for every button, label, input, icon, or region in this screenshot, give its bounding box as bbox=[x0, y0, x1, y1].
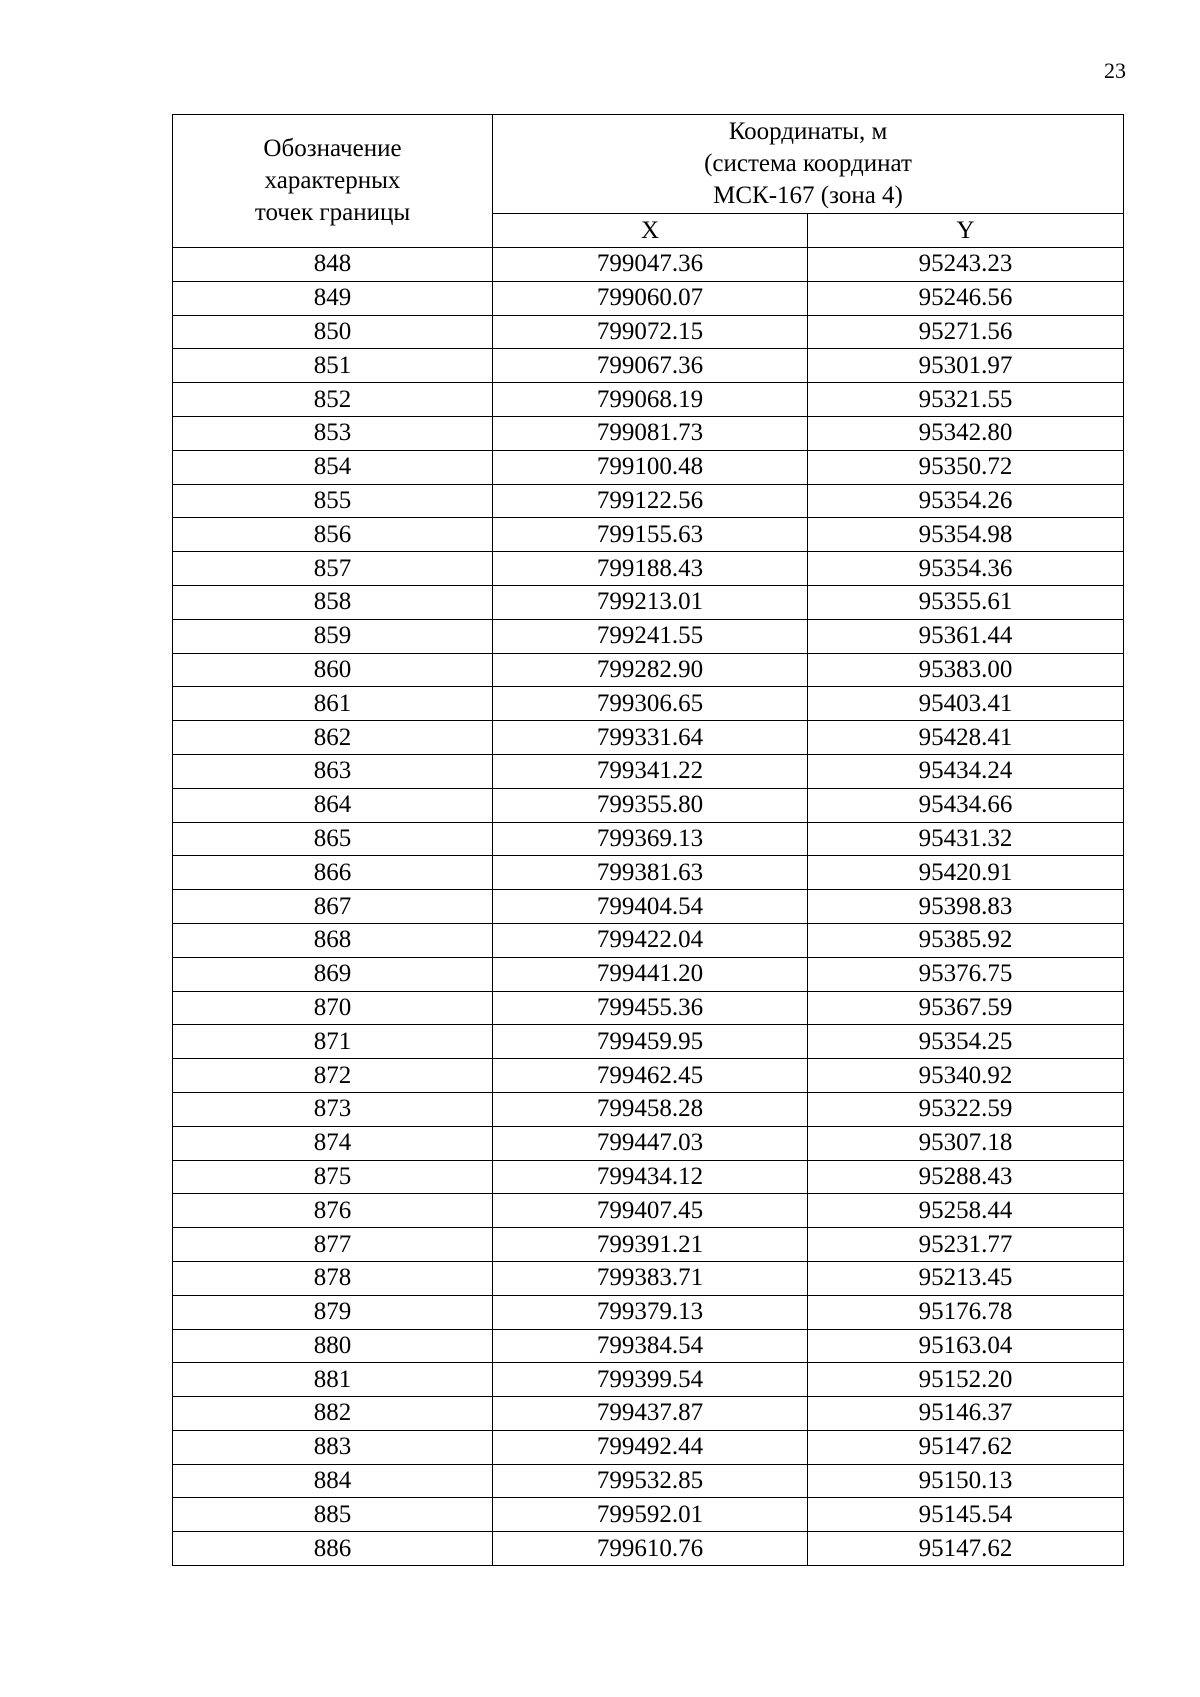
point-cell: 874 bbox=[173, 1126, 493, 1160]
table-row bbox=[173, 248, 1124, 282]
table-row bbox=[173, 1430, 1124, 1464]
table-body bbox=[173, 248, 1124, 1566]
point-cell: 865 bbox=[173, 822, 493, 856]
x-coordinate-cell: 799592.01 bbox=[493, 1498, 808, 1532]
table-row bbox=[173, 856, 1124, 890]
x-coordinate-cell: 799122.56 bbox=[493, 484, 808, 518]
x-coordinate-cell: 799441.20 bbox=[493, 957, 808, 991]
x-coordinate-cell: 799060.07 bbox=[493, 281, 808, 315]
point-cell: 864 bbox=[173, 788, 493, 822]
point-cell: 851 bbox=[173, 349, 493, 383]
x-coordinate-cell: 799391.21 bbox=[493, 1228, 808, 1262]
x-coordinate-cell: 799381.63 bbox=[493, 856, 808, 890]
coordinates-column-header bbox=[493, 115, 1124, 214]
x-coordinate-cell: 799213.01 bbox=[493, 585, 808, 619]
x-coordinate-cell: 799422.04 bbox=[493, 923, 808, 957]
point-cell: 853 bbox=[173, 416, 493, 450]
x-coordinate-cell: 799068.19 bbox=[493, 383, 808, 417]
table-row bbox=[173, 1261, 1124, 1295]
y-coordinate-cell: 95385.92 bbox=[808, 923, 1124, 957]
y-coordinate-cell: 95213.45 bbox=[808, 1261, 1124, 1295]
table-row bbox=[173, 991, 1124, 1025]
point-cell: 871 bbox=[173, 1025, 493, 1059]
x-coordinate-cell: 799067.36 bbox=[493, 349, 808, 383]
x-coordinate-cell: 799188.43 bbox=[493, 552, 808, 586]
x-coordinate-cell: 799399.54 bbox=[493, 1363, 808, 1397]
y-coordinate-cell: 95420.91 bbox=[808, 856, 1124, 890]
x-coordinate-cell: 799355.80 bbox=[493, 788, 808, 822]
y-coordinate-cell: 95428.41 bbox=[808, 721, 1124, 755]
y-coordinate-cell: 95258.44 bbox=[808, 1194, 1124, 1228]
page-number: 23 bbox=[1104, 58, 1126, 83]
table-header bbox=[173, 115, 1124, 248]
point-cell: 869 bbox=[173, 957, 493, 991]
table-row bbox=[173, 1397, 1124, 1431]
y-coordinate-cell: 95152.20 bbox=[808, 1363, 1124, 1397]
table-row bbox=[173, 619, 1124, 653]
point-cell: 868 bbox=[173, 923, 493, 957]
x-coordinate-cell: 799492.44 bbox=[493, 1430, 808, 1464]
y-coordinate-cell: 95376.75 bbox=[808, 957, 1124, 991]
point-cell: 885 bbox=[173, 1498, 493, 1532]
x-coordinate-cell: 799331.64 bbox=[493, 721, 808, 755]
x-coordinate-cell: 799384.54 bbox=[493, 1329, 808, 1363]
x-coordinate-cell: 799369.13 bbox=[493, 822, 808, 856]
point-cell: 873 bbox=[173, 1092, 493, 1126]
x-coordinate-cell: 799100.48 bbox=[493, 450, 808, 484]
point-cell: 877 bbox=[173, 1228, 493, 1262]
y-coordinate-cell: 95434.24 bbox=[808, 754, 1124, 788]
table-row bbox=[173, 1329, 1124, 1363]
y-coordinate-cell: 95342.80 bbox=[808, 416, 1124, 450]
table-row bbox=[173, 450, 1124, 484]
point-cell: 852 bbox=[173, 383, 493, 417]
x-coordinate-cell: 799404.54 bbox=[493, 890, 808, 924]
table-row bbox=[173, 1464, 1124, 1498]
y-column-header: Y bbox=[808, 214, 1124, 248]
point-cell: 867 bbox=[173, 890, 493, 924]
table-row bbox=[173, 518, 1124, 552]
point-cell: 855 bbox=[173, 484, 493, 518]
point-cell: 860 bbox=[173, 653, 493, 687]
point-cell: 884 bbox=[173, 1464, 493, 1498]
table-row bbox=[173, 1059, 1124, 1093]
y-coordinate-cell: 95350.72 bbox=[808, 450, 1124, 484]
point-cell: 862 bbox=[173, 721, 493, 755]
y-coordinate-cell: 95403.41 bbox=[808, 687, 1124, 721]
point-cell: 849 bbox=[173, 281, 493, 315]
x-coordinate-cell: 799383.71 bbox=[493, 1261, 808, 1295]
point-cell: 872 bbox=[173, 1059, 493, 1093]
y-coordinate-cell: 95340.92 bbox=[808, 1059, 1124, 1093]
y-coordinate-cell: 95176.78 bbox=[808, 1295, 1124, 1329]
table-row bbox=[173, 788, 1124, 822]
table-row bbox=[173, 1295, 1124, 1329]
point-cell: 856 bbox=[173, 518, 493, 552]
point-cell: 878 bbox=[173, 1261, 493, 1295]
table-row bbox=[173, 281, 1124, 315]
point-cell: 866 bbox=[173, 856, 493, 890]
x-coordinate-cell: 799081.73 bbox=[493, 416, 808, 450]
point-cell: 859 bbox=[173, 619, 493, 653]
y-coordinate-cell: 95307.18 bbox=[808, 1126, 1124, 1160]
point-cell: 876 bbox=[173, 1194, 493, 1228]
y-coordinate-cell: 95246.56 bbox=[808, 281, 1124, 315]
x-coordinate-cell: 799241.55 bbox=[493, 619, 808, 653]
table-row bbox=[173, 1025, 1124, 1059]
x-coordinate-cell: 799379.13 bbox=[493, 1295, 808, 1329]
y-coordinate-cell: 95354.25 bbox=[808, 1025, 1124, 1059]
point-column-header bbox=[173, 115, 493, 248]
y-coordinate-cell: 95354.26 bbox=[808, 484, 1124, 518]
point-cell: 858 bbox=[173, 585, 493, 619]
y-coordinate-cell: 95147.62 bbox=[808, 1532, 1124, 1566]
y-coordinate-cell: 95383.00 bbox=[808, 653, 1124, 687]
point-cell: 857 bbox=[173, 552, 493, 586]
table-row bbox=[173, 1498, 1124, 1532]
y-coordinate-cell: 95243.23 bbox=[808, 248, 1124, 282]
y-coordinate-cell: 95398.83 bbox=[808, 890, 1124, 924]
x-column-header: X bbox=[493, 214, 808, 248]
point-cell: 848 bbox=[173, 248, 493, 282]
x-coordinate-cell: 799610.76 bbox=[493, 1532, 808, 1566]
table-row bbox=[173, 687, 1124, 721]
y-coordinate-cell: 95434.66 bbox=[808, 788, 1124, 822]
point-cell: 870 bbox=[173, 991, 493, 1025]
x-coordinate-cell: 799155.63 bbox=[493, 518, 808, 552]
point-cell: 863 bbox=[173, 754, 493, 788]
y-coordinate-cell: 95145.54 bbox=[808, 1498, 1124, 1532]
table-row bbox=[173, 957, 1124, 991]
x-coordinate-cell: 799447.03 bbox=[493, 1126, 808, 1160]
table-row bbox=[173, 1160, 1124, 1194]
x-coordinate-cell: 799437.87 bbox=[493, 1397, 808, 1431]
table-row bbox=[173, 585, 1124, 619]
point-cell: 880 bbox=[173, 1329, 493, 1363]
table-row bbox=[173, 1228, 1124, 1262]
table-row bbox=[173, 822, 1124, 856]
y-coordinate-cell: 95301.97 bbox=[808, 349, 1124, 383]
table-row bbox=[173, 1363, 1124, 1397]
x-coordinate-cell: 799455.36 bbox=[493, 991, 808, 1025]
table-row bbox=[173, 923, 1124, 957]
table-row bbox=[173, 890, 1124, 924]
table-row bbox=[173, 653, 1124, 687]
table-row bbox=[173, 1194, 1124, 1228]
x-coordinate-cell: 799072.15 bbox=[493, 315, 808, 349]
point-cell: 861 bbox=[173, 687, 493, 721]
y-coordinate-cell: 95147.62 bbox=[808, 1430, 1124, 1464]
y-coordinate-cell: 95361.44 bbox=[808, 619, 1124, 653]
table-row bbox=[173, 349, 1124, 383]
table-row bbox=[173, 1092, 1124, 1126]
table-row bbox=[173, 552, 1124, 586]
table-row bbox=[173, 1532, 1124, 1566]
y-coordinate-cell: 95150.13 bbox=[808, 1464, 1124, 1498]
point-cell: 850 bbox=[173, 315, 493, 349]
x-coordinate-cell: 799306.65 bbox=[493, 687, 808, 721]
point-cell: 886 bbox=[173, 1532, 493, 1566]
x-coordinate-cell: 799462.45 bbox=[493, 1059, 808, 1093]
table-row bbox=[173, 315, 1124, 349]
table-row bbox=[173, 721, 1124, 755]
y-coordinate-cell: 95322.59 bbox=[808, 1092, 1124, 1126]
point-column-header-label: Обозначение характерных точек границы bbox=[254, 135, 411, 226]
y-coordinate-cell: 95354.98 bbox=[808, 518, 1124, 552]
table-row bbox=[173, 754, 1124, 788]
point-cell: 883 bbox=[173, 1430, 493, 1464]
point-cell: 875 bbox=[173, 1160, 493, 1194]
y-coordinate-cell: 95355.61 bbox=[808, 585, 1124, 619]
y-coordinate-cell: 95146.37 bbox=[808, 1397, 1124, 1431]
table-row bbox=[173, 1126, 1124, 1160]
x-coordinate-cell: 799532.85 bbox=[493, 1464, 808, 1498]
y-coordinate-cell: 95288.43 bbox=[808, 1160, 1124, 1194]
table-row bbox=[173, 383, 1124, 417]
x-coordinate-cell: 799282.90 bbox=[493, 653, 808, 687]
y-coordinate-cell: 95271.56 bbox=[808, 315, 1124, 349]
y-coordinate-cell: 95231.77 bbox=[808, 1228, 1124, 1262]
y-coordinate-cell: 95321.55 bbox=[808, 383, 1124, 417]
point-cell: 882 bbox=[173, 1397, 493, 1431]
table-row bbox=[173, 416, 1124, 450]
y-coordinate-cell: 95354.36 bbox=[808, 552, 1124, 586]
point-cell: 879 bbox=[173, 1295, 493, 1329]
x-coordinate-cell: 799341.22 bbox=[493, 754, 808, 788]
x-coordinate-cell: 799047.36 bbox=[493, 248, 808, 282]
x-coordinate-cell: 799459.95 bbox=[493, 1025, 808, 1059]
point-cell: 854 bbox=[173, 450, 493, 484]
table-row bbox=[173, 484, 1124, 518]
x-coordinate-cell: 799458.28 bbox=[493, 1092, 808, 1126]
y-coordinate-cell: 95431.32 bbox=[808, 822, 1124, 856]
coordinates-table bbox=[172, 114, 1124, 1566]
x-coordinate-cell: 799407.45 bbox=[493, 1194, 808, 1228]
y-coordinate-cell: 95367.59 bbox=[808, 991, 1124, 1025]
point-cell: 881 bbox=[173, 1363, 493, 1397]
coordinates-column-header-label: Координаты, м (система координат МСК-167 (зона 4) bbox=[704, 118, 912, 209]
x-coordinate-cell: 799434.12 bbox=[493, 1160, 808, 1194]
y-coordinate-cell: 95163.04 bbox=[808, 1329, 1124, 1363]
